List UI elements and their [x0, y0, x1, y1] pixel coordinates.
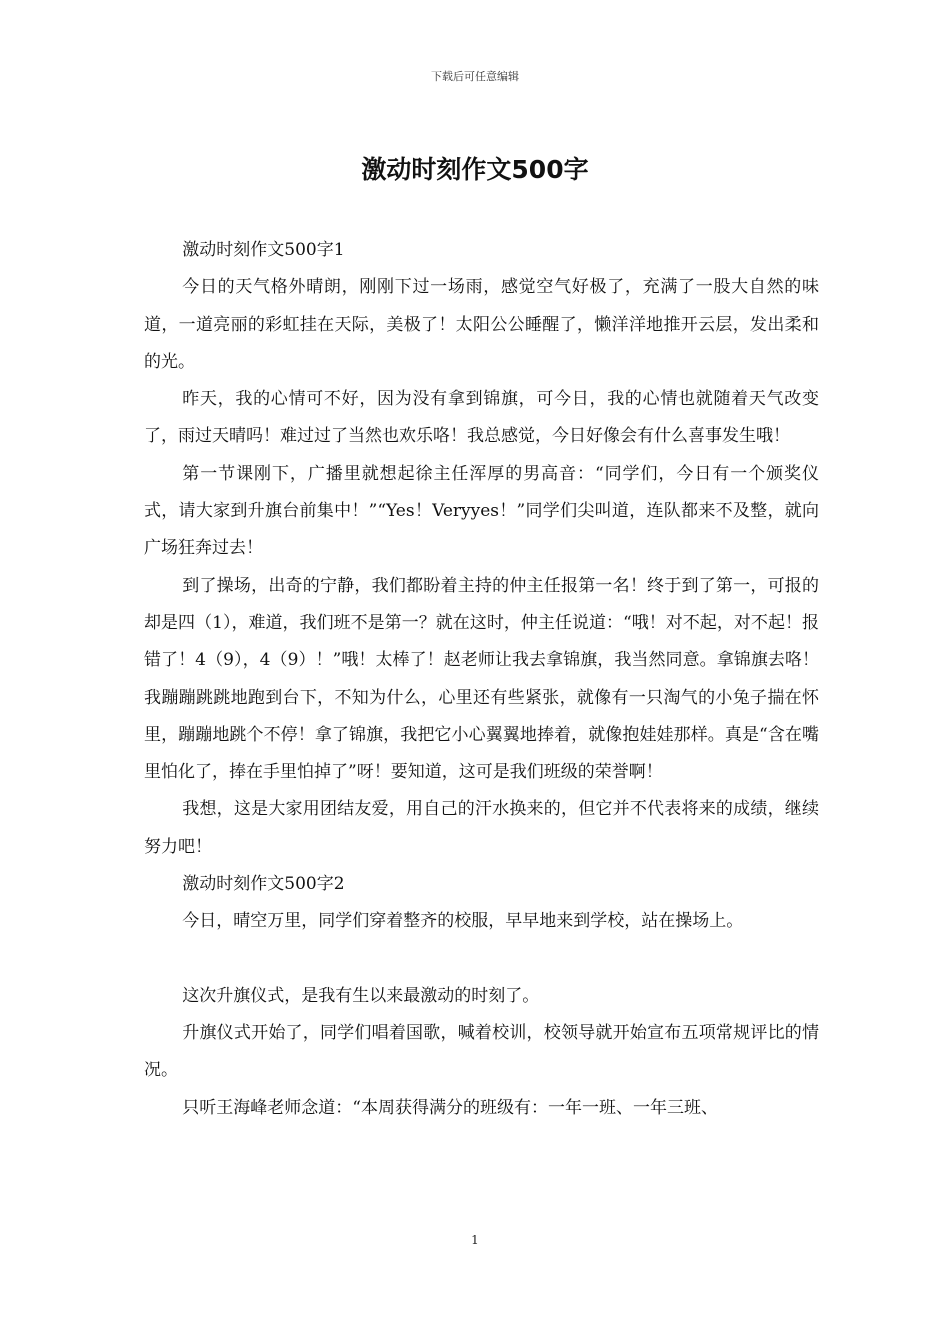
- paragraph: 我想，这是大家用团结友爱，用自己的汗水换来的，但它并不代表将来的成绩，继续努力吧！: [144, 799, 819, 857]
- paragraph: 这次升旗仪式，是我有生以来最激动的时刻了。: [182, 985, 540, 1006]
- paragraph: 升旗仪式开始了，同学们唱着国歌，喊着校训，校领导就开始宣布五项常规评比的情况。: [144, 1022, 819, 1081]
- page-number: 1: [471, 1233, 479, 1247]
- paragraph: 到了操场，出奇的宁静，我们都盼着主持的仲主任报第一名！终于到了第一，可报的却是四（1），难道，我们班不是第一？就在这时，仲主任说道：“哦！对不起，对不起！报错了！4（9），4（9）！”哦！太棒了！赵老师让我去拿锦旗，我当然同意。拿锦旗去咯！我蹦蹦跳跳地跑到台下，不知为什么，心里还有些紧张，就像有一只淘气的小兔子揣在怀里，蹦蹦地跳个不停！拿了锦旗，我把它小心翼翼地捧着，就像抱娃娃那样。真是“含在嘴里怕化了，捧在手里怕掉了”呀！要知道，这可是我们班级的荣誉啊！: [144, 575, 819, 783]
- header-note: 下载后可任意编辑: [431, 70, 519, 83]
- section-heading-2: 激动时刻作文500字2: [182, 874, 345, 895]
- section-heading-1: 激动时刻作文500字1: [182, 240, 345, 260]
- paragraph: 今日，晴空万里，同学们穿着整齐的校服，早早地来到学校，站在操场上。: [182, 911, 744, 932]
- paragraph: 昨天，我的心情可不好，因为没有拿到锦旗，可今日，我的心情也就随着天气改变了，雨过天晴吗！难过过了当然也欢乐咯！我总感觉，今日好像会有什么喜事发生哦！: [144, 389, 819, 447]
- paragraph: 第一节课刚下，广播里就想起徐主任浑厚的男高音：“同学们，今日有一个颁奖仪式，请大家到升旗台前集中！”“Yes！Veryyes！”同学们尖叫道，连队都来不及整，就向广场狂奔过去！: [144, 463, 819, 559]
- document-body: [144, 232, 819, 1127]
- paragraph: 今日的天气格外晴朗，刚刚下过一场雨，感觉空气好极了，充满了一股大自然的味道，一道亮丽的彩虹挂在天际，美极了！太阳公公睡醒了，懒洋洋地推开云层，发出柔和的光。: [144, 277, 819, 372]
- document-title: 激动时刻作文500字: [361, 155, 589, 184]
- paragraph: 只听王海峰老师念道：“本周获得满分的班级有：一年一班、一年三班、: [182, 1097, 718, 1118]
